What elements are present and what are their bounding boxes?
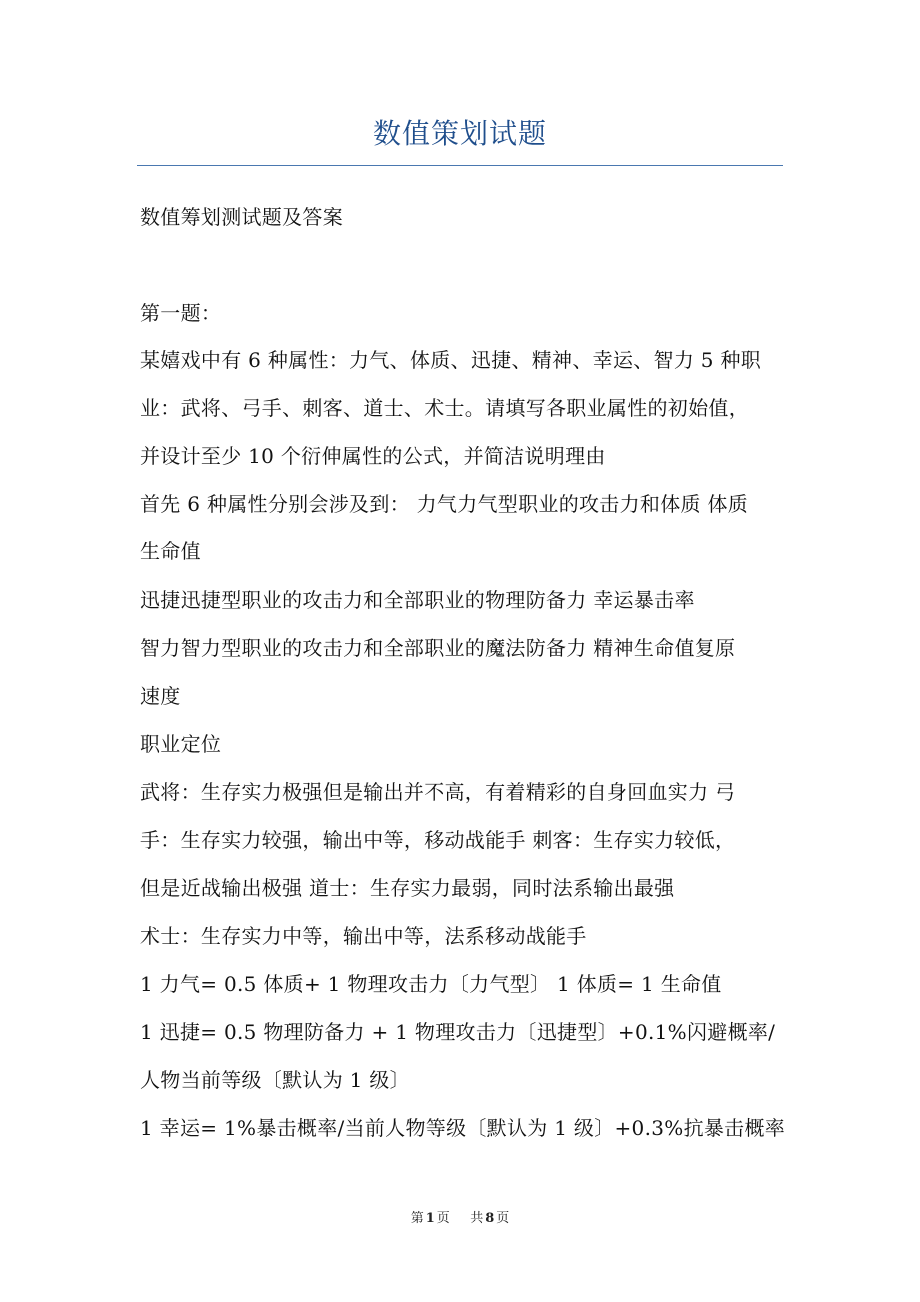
document-title: 数值策划试题 [372,117,547,150]
body-line: 武将：生存实力极强但是输出并不高，有着精彩的自身回血实力 弓 [140,780,736,804]
body-line: 首先 6 种属性分别会涉及到： 力气力气型职业的攻击力和体质 体质 [140,492,749,516]
title-divider [137,165,783,166]
page-number: 第 1 页 [410,1211,450,1226]
body-line: 生命值 [140,539,201,563]
body-line: 某嬉戏中有 6 种属性：力气、体质、迅捷、精神、幸运、智力 5 种职 [140,348,762,372]
body-line: 迅捷迅捷型职业的攻击力和全部职业的物理防备力 幸运暴击率 [140,588,695,612]
page-footer [0,1209,920,1229]
section-heading: 职业定位 [140,732,222,756]
page-total: 共 8 页 [470,1211,510,1226]
body-line: 并设计至少 10 个衍伸属性的公式，并简洁说明理由 [140,444,606,468]
body-line: 术士：生存实力中等，输出中等，法系移动战能手 [140,924,587,948]
body-line: 但是近战输出极强 道士：生存实力最弱，同时法系输出最强 [140,876,675,900]
question-heading: 第一题： [140,301,222,325]
formula-line: 人物当前等级〔默认为 1 级〕 [140,1068,410,1092]
body-line: 速度 [140,684,181,708]
body-line: 手：生存实力较强，输出中等，移动战能手 刺客：生存实力较低， [140,828,736,852]
formula-line: 1 迅捷= 0.5 物理防备力 + 1 物理攻击力〔迅捷型〕+0.1%闪避概率/ [140,1020,776,1044]
formula-line: 1 力气= 0.5 体质+ 1 物理攻击力〔力气型〕 1 体质= 1 生命值 [140,972,722,996]
subtitle-line: 数值筹划测试题及答案 [140,205,343,229]
body-line: 业：武将、弓手、刺客、道士、术士。请填写各职业属性的初始值， [140,396,749,420]
formula-line: 1 幸运= 1%暴击概率/当前人物等级〔默认为 1 级〕+0.3%抗暴击概率 [140,1116,786,1140]
body-line: 智力智力型职业的攻击力和全部职业的魔法防备力 精神生命值复原 [140,636,736,660]
